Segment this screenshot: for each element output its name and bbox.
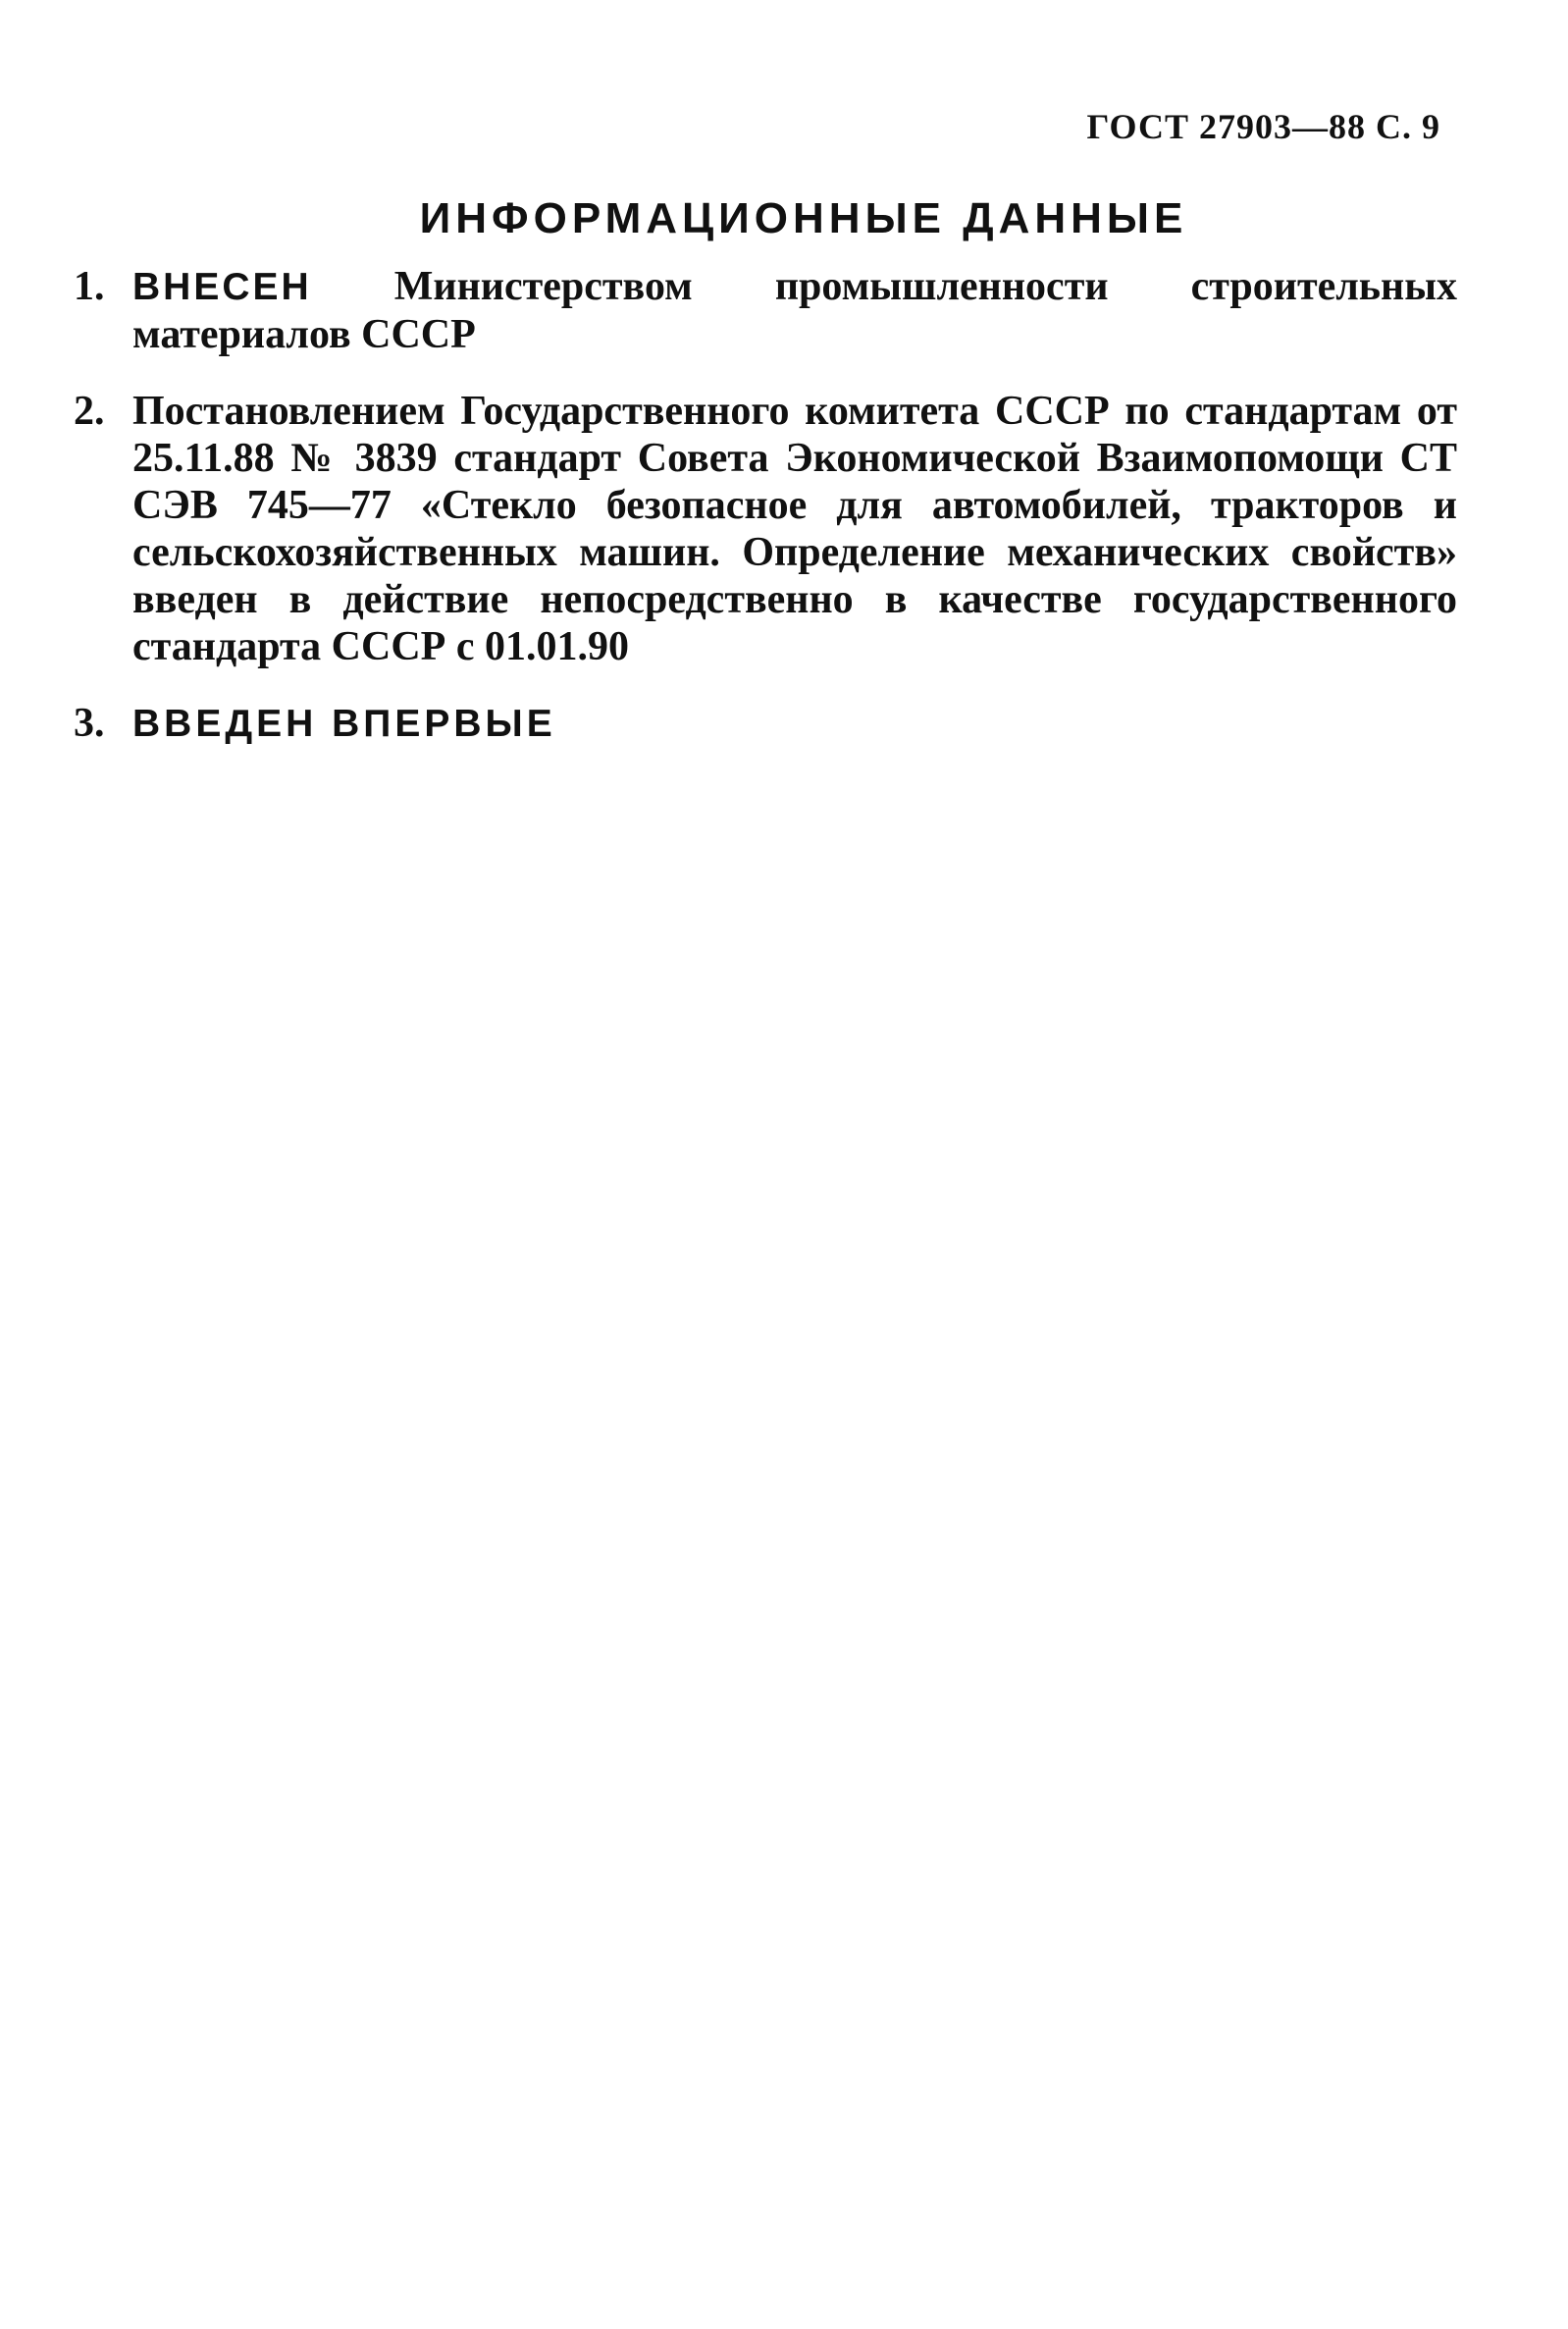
list-item (74, 388, 1457, 670)
item-number: 3. (74, 701, 105, 746)
section-title: ИНФОРМАЦИОННЫЕ ДАННЫЕ (419, 194, 1188, 242)
item-number: 2. (74, 389, 105, 434)
list-item (74, 263, 1457, 358)
item-text: Постановлением Государственного комитета СССР по стандартам от 25.11.88 № 3839 стандарт Совета Экономической Взаимопомощи СТ СЭВ 745—77 «Стекло безопасное для автомобилей, тракторов и сельскохозяйственных машин. Определение механических свойств» введен в действие непосредственно в качестве государственного стандарта СССР с 01.01.90 (132, 389, 1457, 669)
info-items-list (74, 263, 1457, 748)
item-lead: ВВЕДЕН ВПЕРВЫЕ (132, 703, 556, 745)
list-item (74, 700, 1457, 748)
item-lead: ВНЕСЕН (132, 266, 312, 308)
item-number: 1. (74, 264, 105, 309)
item-text: Министерством промышленности строительных материалов СССР (132, 264, 1457, 357)
running-head: ГОСТ 27903—88 С. 9 (1086, 107, 1440, 146)
